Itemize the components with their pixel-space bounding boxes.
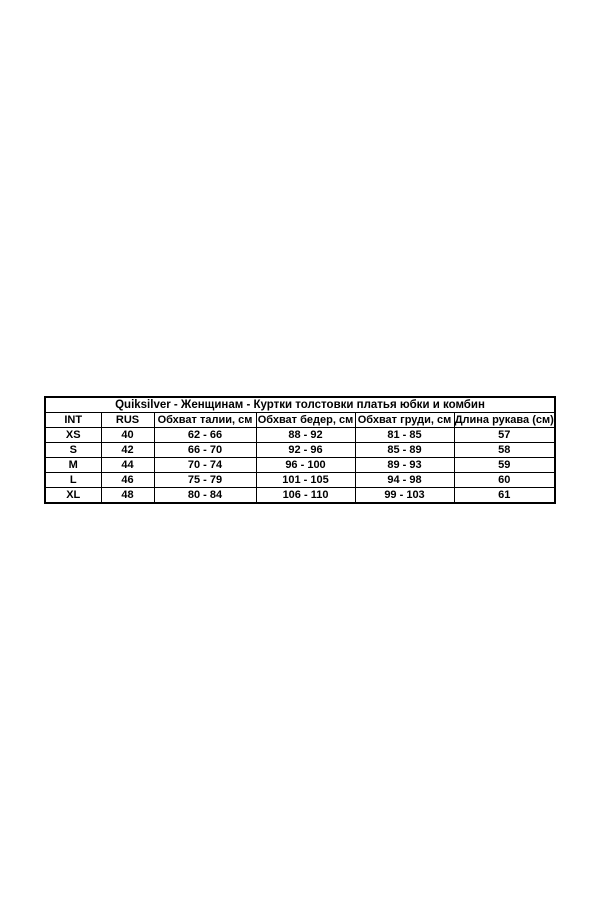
cell-sleeve: 57: [454, 428, 555, 443]
cell-chest: 85 - 89: [355, 443, 454, 458]
cell-hips: 92 - 96: [256, 443, 355, 458]
column-header-chest: Обхват груди, см: [355, 413, 454, 428]
cell-int-size: S: [45, 443, 101, 458]
cell-rus-size: 46: [101, 473, 154, 488]
cell-rus-size: 48: [101, 488, 154, 504]
cell-waist: 70 - 74: [154, 458, 256, 473]
cell-chest: 94 - 98: [355, 473, 454, 488]
column-header-rus: RUS: [101, 413, 154, 428]
column-header-sleeve: Длина рукава (см): [454, 414, 554, 426]
cell-int-size: XS: [45, 428, 101, 443]
size-table-title: Quiksilver - Женщинам - Куртки толстовки платья юбки и комбин: [45, 397, 555, 413]
column-header-waist: Обхват талии, см: [154, 413, 256, 428]
size-chart-table: [44, 396, 556, 504]
cell-rus-size: 40: [101, 428, 154, 443]
cell-chest: 81 - 85: [355, 428, 454, 443]
cell-chest: 99 - 103: [355, 488, 454, 504]
cell-chest: 89 - 93: [355, 458, 454, 473]
cell-sleeve: 59: [454, 458, 555, 473]
cell-rus-size: 44: [101, 458, 154, 473]
table-row: [45, 473, 555, 488]
cell-rus-size: 42: [101, 443, 154, 458]
cell-int-size: L: [45, 473, 101, 488]
header-row: [45, 413, 555, 428]
cell-waist: 62 - 66: [154, 428, 256, 443]
column-header-hips: Обхват бедер, см: [257, 414, 354, 426]
cell-sleeve: 61: [454, 488, 555, 504]
cell-hips: 101 - 105: [256, 473, 355, 488]
table-row: [45, 443, 555, 458]
column-header-int: INT: [45, 413, 101, 428]
table-row: [45, 428, 555, 443]
cell-waist: 66 - 70: [154, 443, 256, 458]
cell-sleeve: 60: [454, 473, 555, 488]
cell-int-size: XL: [45, 488, 101, 504]
cell-hips: 88 - 92: [256, 428, 355, 443]
cell-sleeve: 58: [454, 443, 555, 458]
cell-waist: 80 - 84: [154, 488, 256, 504]
title-row: [45, 397, 555, 413]
cell-hips: 96 - 100: [256, 458, 355, 473]
table-row: [45, 488, 555, 504]
table-row: [45, 458, 555, 473]
cell-waist: 75 - 79: [154, 473, 256, 488]
cell-hips: 106 - 110: [256, 488, 355, 504]
cell-int-size: M: [45, 458, 101, 473]
